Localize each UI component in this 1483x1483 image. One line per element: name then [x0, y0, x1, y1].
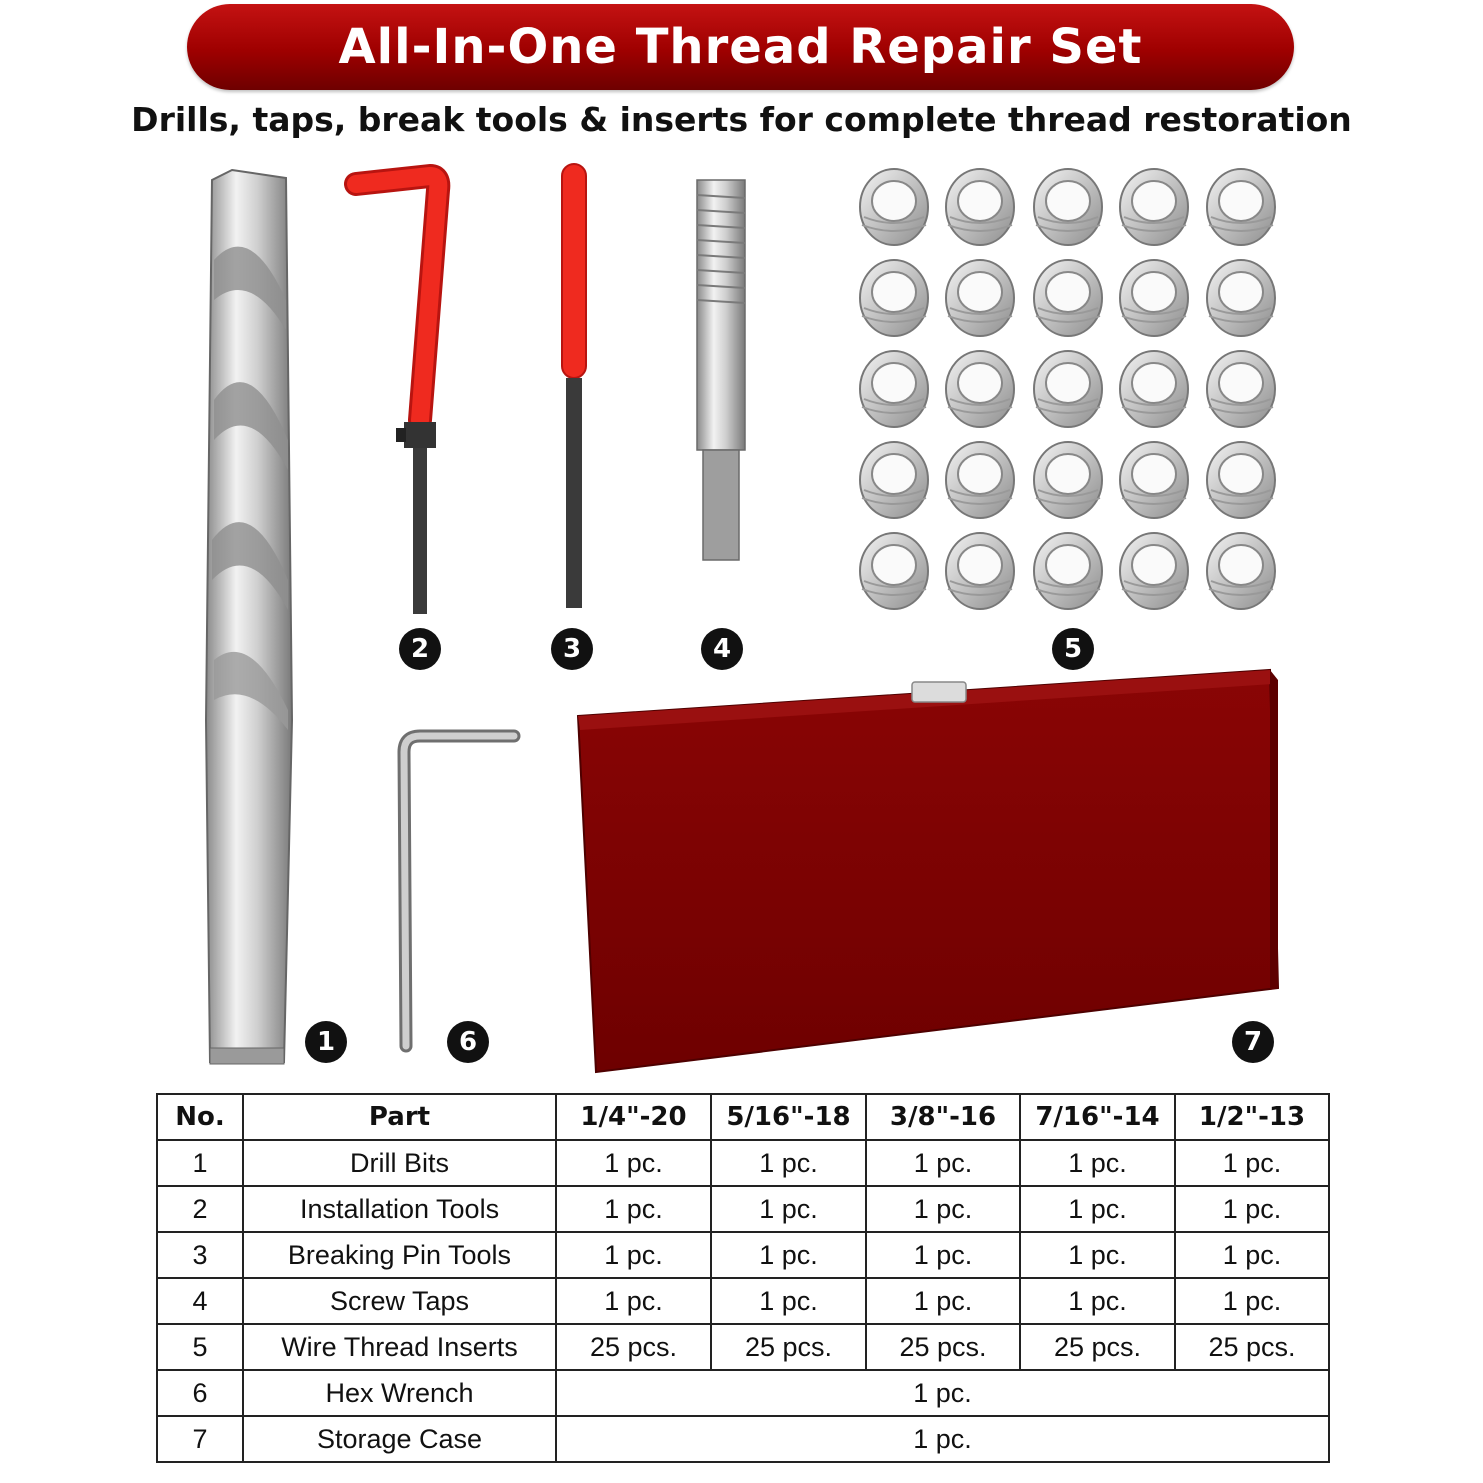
table-row: [157, 1140, 1329, 1186]
row-qty: 1 pc.: [1175, 1232, 1329, 1278]
callout-badge-4: 4: [701, 628, 743, 670]
wire-thread-inserts-icon: [860, 169, 1275, 609]
callout-badge-5: 5: [1052, 628, 1094, 670]
row-qty: 1 pc.: [556, 1278, 711, 1324]
row-qty: 1 pc.: [1175, 1186, 1329, 1232]
row-qty: 25 pcs.: [1020, 1324, 1175, 1370]
row-qty: 1 pc.: [711, 1140, 866, 1186]
row-qty: 25 pcs.: [866, 1324, 1020, 1370]
breaking-pin-tool-icon: [562, 164, 586, 608]
row-qty: 25 pcs.: [1175, 1324, 1329, 1370]
row-qty-all-sizes: 1 pc.: [556, 1416, 1329, 1462]
row-qty: 1 pc.: [1020, 1232, 1175, 1278]
row-part: Storage Case: [243, 1416, 556, 1462]
row-qty: 1 pc.: [1020, 1278, 1175, 1324]
row-no: 4: [157, 1278, 243, 1324]
header-size-1-2: 1/2"-13: [1175, 1094, 1329, 1140]
row-no: 5: [157, 1324, 243, 1370]
row-qty: 25 pcs.: [556, 1324, 711, 1370]
callout-badge-6: 6: [447, 1021, 489, 1063]
table-row: [157, 1416, 1329, 1462]
page-subtitle: Drills, taps, break tools & inserts for complete thread restoration: [131, 100, 1352, 139]
row-qty: 1 pc.: [1175, 1140, 1329, 1186]
row-part: Wire Thread Inserts: [243, 1324, 556, 1370]
parts-table: [156, 1093, 1330, 1463]
row-qty: 1 pc.: [711, 1232, 866, 1278]
table-row: [157, 1186, 1329, 1232]
row-part: Screw Taps: [243, 1278, 556, 1324]
row-qty: 1 pc.: [866, 1278, 1020, 1324]
row-qty: 1 pc.: [711, 1186, 866, 1232]
table-row: [157, 1278, 1329, 1324]
row-qty: 1 pc.: [866, 1232, 1020, 1278]
callout-badge-3: 3: [551, 628, 593, 670]
table-row: [157, 1370, 1329, 1416]
row-qty: 1 pc.: [556, 1140, 711, 1186]
row-qty: 1 pc.: [711, 1278, 866, 1324]
product-illustration: [0, 150, 1483, 1080]
row-part: Drill Bits: [243, 1140, 556, 1186]
row-qty-all-sizes: 1 pc.: [556, 1370, 1329, 1416]
table-row: [157, 1232, 1329, 1278]
header-size-5-16: 5/16"-18: [711, 1094, 866, 1140]
row-qty: 1 pc.: [866, 1140, 1020, 1186]
page-title: All-In-One Thread Repair Set: [338, 19, 1143, 75]
row-qty: 25 pcs.: [711, 1324, 866, 1370]
header-size-3-8: 3/8"-16: [866, 1094, 1020, 1140]
header-size-1-4: 1/4"-20: [556, 1094, 711, 1140]
row-part: Installation Tools: [243, 1186, 556, 1232]
row-qty: 1 pc.: [1020, 1140, 1175, 1186]
screw-tap-icon: [697, 180, 745, 560]
header-no: No.: [157, 1094, 243, 1140]
installation-tool-icon: [356, 176, 438, 614]
storage-case-icon: [578, 670, 1278, 1072]
hex-wrench-icon: [404, 736, 514, 1046]
row-qty: 1 pc.: [1175, 1278, 1329, 1324]
row-part: Breaking Pin Tools: [243, 1232, 556, 1278]
row-no: 7: [157, 1416, 243, 1462]
callout-badge-7: 7: [1232, 1021, 1274, 1063]
row-no: 2: [157, 1186, 243, 1232]
row-qty: 1 pc.: [556, 1186, 711, 1232]
row-qty: 1 pc.: [556, 1232, 711, 1278]
row-qty: 1 pc.: [1020, 1186, 1175, 1232]
table-row: [157, 1324, 1329, 1370]
row-no: 1: [157, 1140, 243, 1186]
title-banner: [187, 4, 1294, 90]
row-qty: 1 pc.: [866, 1186, 1020, 1232]
callout-badge-2: 2: [399, 628, 441, 670]
drill-bit-icon: [206, 170, 292, 1064]
header-size-7-16: 7/16"-14: [1020, 1094, 1175, 1140]
row-part: Hex Wrench: [243, 1370, 556, 1416]
header-part: Part: [243, 1094, 556, 1140]
table-header-row: [157, 1094, 1329, 1140]
row-no: 6: [157, 1370, 243, 1416]
callout-badge-1: 1: [305, 1021, 347, 1063]
row-no: 3: [157, 1232, 243, 1278]
